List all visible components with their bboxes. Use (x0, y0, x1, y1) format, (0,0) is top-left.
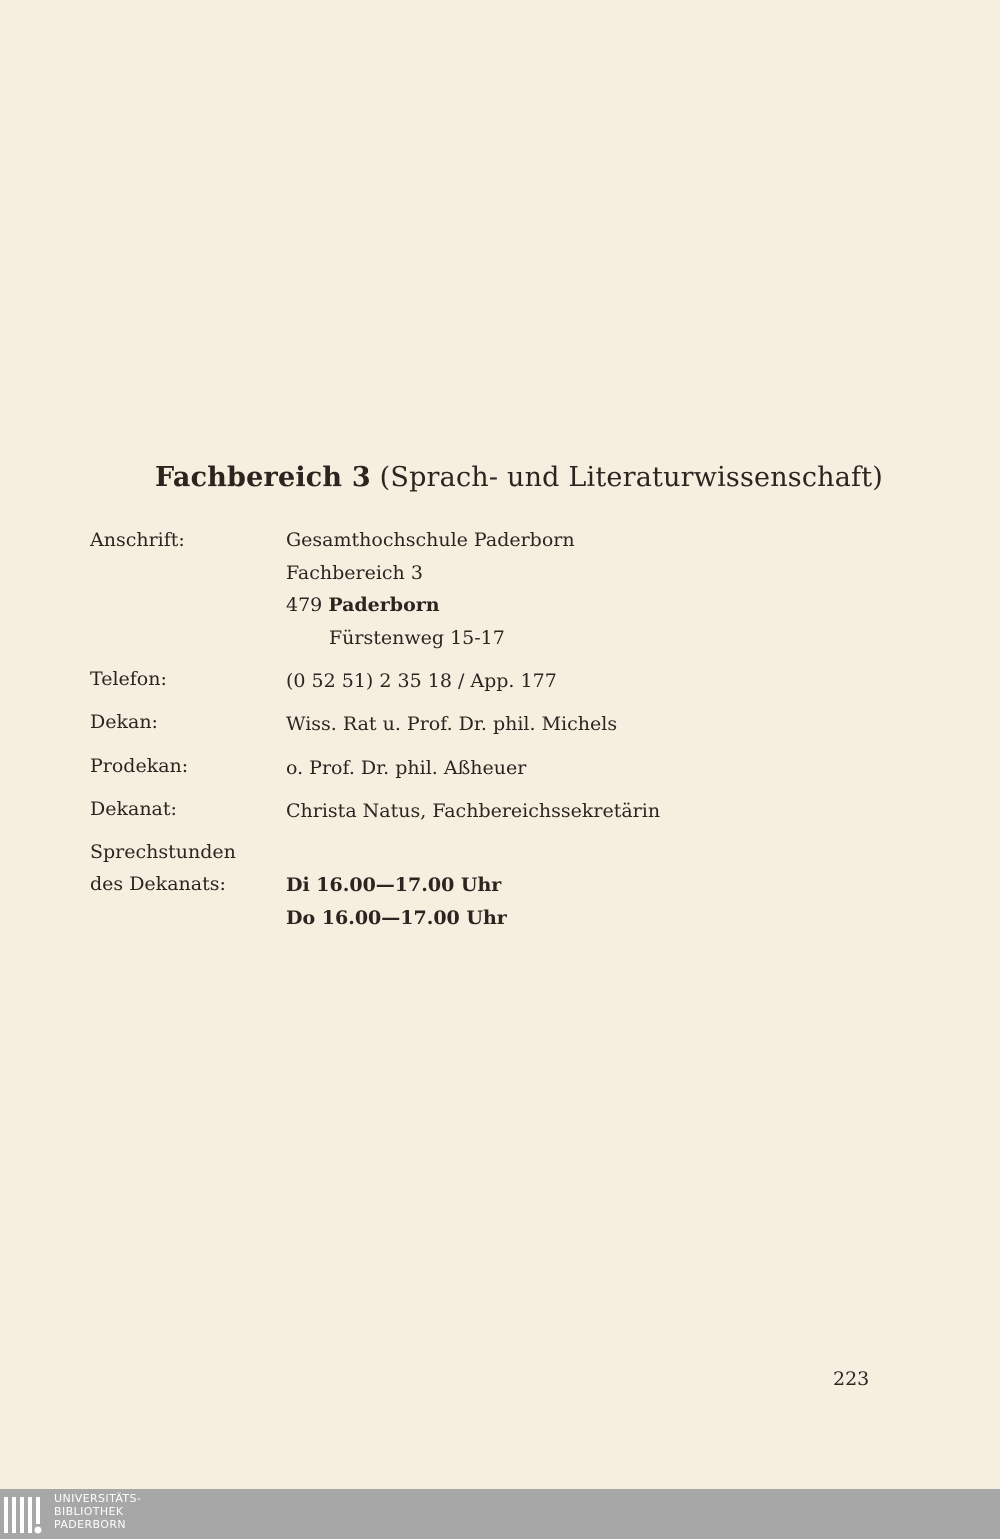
phone-label: Telefon: (90, 668, 167, 690)
library-logo-icon (4, 1493, 48, 1535)
phone-value: (0 52 51) 2 35 18 / App. 177 (286, 670, 557, 692)
heading-subject: (Sprach- und Literaturwissenschaft) (379, 462, 884, 493)
office-hours-time-2: Do 16.00—17.00 Uhr (286, 907, 507, 929)
office-value: Christa Natus, Fachbereichssekretärin (286, 800, 661, 822)
library-footer-bar (0, 1489, 1000, 1539)
address-city: Paderborn (328, 594, 440, 616)
address-line-2: Fachbereich 3 (286, 562, 423, 584)
office-hours-label-1: Sprechstunden (90, 841, 236, 863)
library-name-line-3: PADERBORN (54, 1518, 127, 1531)
library-name-line-2: BIBLIOTHEK (54, 1505, 124, 1518)
section-heading (155, 462, 883, 493)
office-hours-time-1: Di 16.00—17.00 Uhr (286, 874, 502, 896)
dean-label: Dekan: (90, 711, 158, 733)
address-line-4: Fürstenweg 15-17 (329, 627, 505, 649)
address-line-1: Gesamthochschule Paderborn (286, 529, 575, 551)
address-label: Anschrift: (90, 529, 185, 551)
heading-department: Fachbereich 3 (155, 462, 371, 493)
address-line-3 (286, 594, 440, 616)
library-name-line-1: UNIVERSITÄTS- (54, 1492, 142, 1505)
address-zip: 479 (286, 594, 323, 616)
dean-value: Wiss. Rat u. Prof. Dr. phil. Michels (286, 713, 618, 735)
office-hours-label-2: des Dekanats: (90, 873, 226, 895)
vice-dean-label: Prodekan: (90, 755, 189, 777)
office-label: Dekanat: (90, 798, 177, 820)
page-number: 223 (833, 1368, 870, 1390)
vice-dean-value: o. Prof. Dr. phil. Aßheuer (286, 757, 527, 779)
library-name (54, 1492, 141, 1531)
